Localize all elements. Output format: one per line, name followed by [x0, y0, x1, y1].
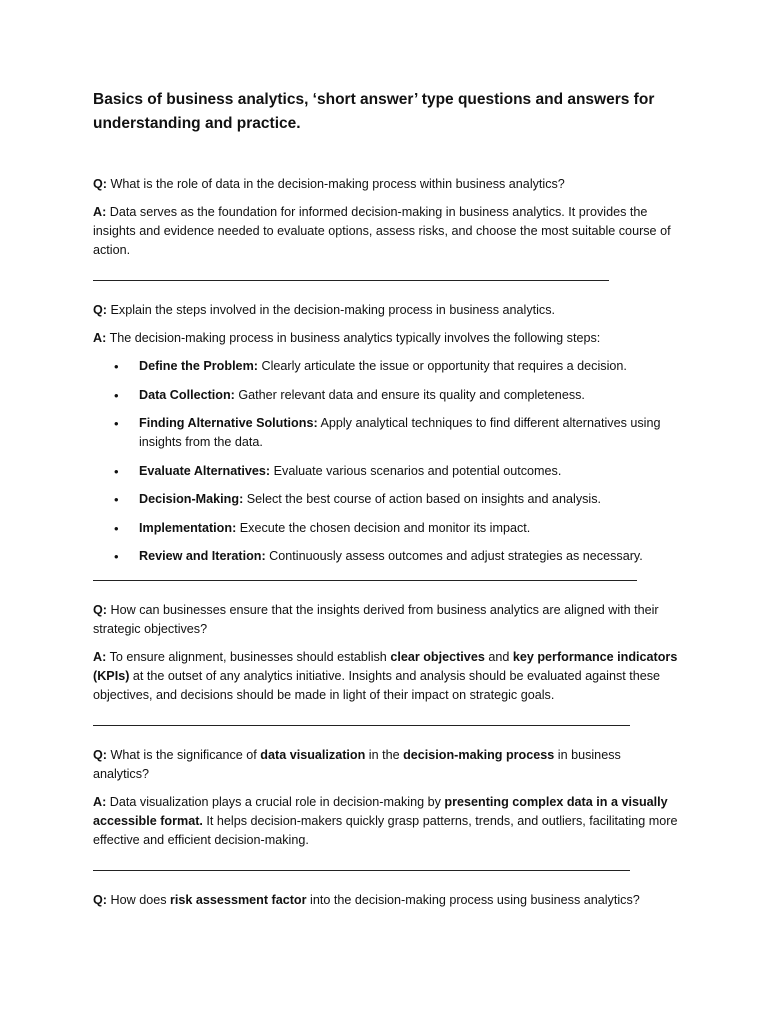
q-label: Q: [93, 893, 107, 907]
answer-4 [93, 793, 678, 850]
question-5 [93, 891, 678, 910]
q-label: Q: [93, 177, 107, 191]
list-item [93, 386, 678, 405]
answer-text: It helps decision-makers quickly grasp patterns, trends, and outliers, facilitating more effective and efficient decision-making. [93, 814, 678, 847]
bullet-icon: • [114, 520, 119, 536]
step-term: Define the Problem: [139, 359, 258, 373]
bullet-icon: • [114, 549, 119, 564]
list-item [93, 547, 678, 566]
answer-text: To ensure alignment, businesses should establish [109, 650, 391, 664]
question-emphasis: risk assessment factor [170, 893, 307, 907]
bullet-icon: • [114, 492, 119, 507]
question-2 [93, 301, 678, 320]
step-text: Execute the chosen decision and monitor its impact. [239, 520, 531, 535]
separator-line [93, 280, 609, 281]
a-label: A: [93, 331, 107, 345]
qa-block-1 [93, 175, 678, 260]
steps-list [93, 357, 678, 566]
q-label: Q: [93, 303, 107, 317]
qa-block-3 [93, 601, 678, 705]
question-text: What is the significance of [110, 748, 261, 762]
question-text: in business analytics? [93, 748, 621, 781]
document-title: Basics of business analytics, ‘short answer’ type questions and answers for understanding and practice. [93, 91, 655, 132]
step-term: Review and Iteration: [139, 549, 266, 563]
answer-2 [93, 329, 678, 348]
q-label: Q: [93, 748, 107, 762]
list-item [93, 462, 678, 481]
question-1 [93, 175, 678, 194]
answer-3 [93, 648, 678, 705]
question-text: What is the role of data in the decision-making process within business analytics? [110, 177, 565, 191]
step-text: Continuously assess outcomes and adjust strategies as necessary. [269, 549, 643, 563]
step-term: Finding Alternative Solutions: [139, 416, 318, 430]
list-item [93, 490, 678, 509]
question-text: Explain the steps involved in the decision-making process in business analytics. [110, 303, 556, 317]
qa-block-4 [93, 746, 678, 850]
question-text: in the [365, 748, 404, 762]
answer-emphasis: clear objectives [390, 650, 485, 664]
q-label: Q: [93, 603, 107, 617]
list-item [93, 414, 678, 452]
answer-text: at the outset of any analytics initiative. Insights and analysis should be evaluated against these objectives, and decisions should be made in light of their impact on strategic goals. [93, 669, 661, 702]
answer-text: The decision-making process in business analytics typically involves the following steps: [109, 331, 601, 345]
question-emphasis: data visualization [260, 748, 366, 762]
question-3 [93, 601, 678, 639]
answer-text: and [484, 650, 513, 664]
answer-1 [93, 203, 678, 260]
answer-text: Data visualization plays a crucial role in decision-making by [109, 795, 445, 809]
a-label: A: [93, 650, 107, 664]
bullet-icon: • [114, 359, 119, 374]
bullet-icon: • [114, 416, 119, 431]
qa-block-2 [93, 301, 678, 566]
answer-text: Data serves as the foundation for informed decision-making in business analytics. It provides the insights and evidence needed to evaluate options, assess risks, and choose the most suitable course of action. [93, 205, 671, 257]
bullet-icon: • [114, 387, 119, 403]
answer-emphasis: presenting complex data in a visually accessible format. [93, 795, 668, 828]
question-text: into the decision-making process using business analytics? [306, 893, 640, 907]
separator-line [93, 870, 630, 871]
separator-line [93, 580, 637, 581]
step-text: Select the best course of action based on insights and analysis. [246, 492, 602, 506]
question-text: How can businesses ensure that the insights derived from business analytics are aligned with their strategic objectives? [93, 603, 659, 636]
step-term: Data Collection: [139, 387, 235, 402]
separator-line [93, 725, 630, 726]
step-text: Gather relevant data and ensure its quality and completeness. [238, 387, 585, 402]
question-text: How does [110, 893, 171, 907]
step-text: Clearly articulate the issue or opportunity that requires a decision. [261, 359, 627, 373]
answer-emphasis: key performance indicators (KPIs) [93, 650, 678, 683]
step-text: Apply analytical techniques to find different alternatives using insights from the data. [139, 416, 661, 449]
qa-block-5 [93, 891, 678, 910]
list-item [93, 519, 678, 538]
list-item [93, 357, 678, 376]
step-term: Evaluate Alternatives: [139, 463, 271, 478]
question-4 [93, 746, 678, 784]
a-label: A: [93, 795, 107, 809]
step-term: Implementation: [139, 520, 237, 535]
step-text: Evaluate various scenarios and potential outcomes. [273, 463, 562, 478]
step-term: Decision-Making: [139, 492, 244, 506]
bullet-icon: • [114, 463, 119, 479]
a-label: A: [93, 205, 107, 219]
question-emphasis: decision-making process [403, 748, 555, 762]
